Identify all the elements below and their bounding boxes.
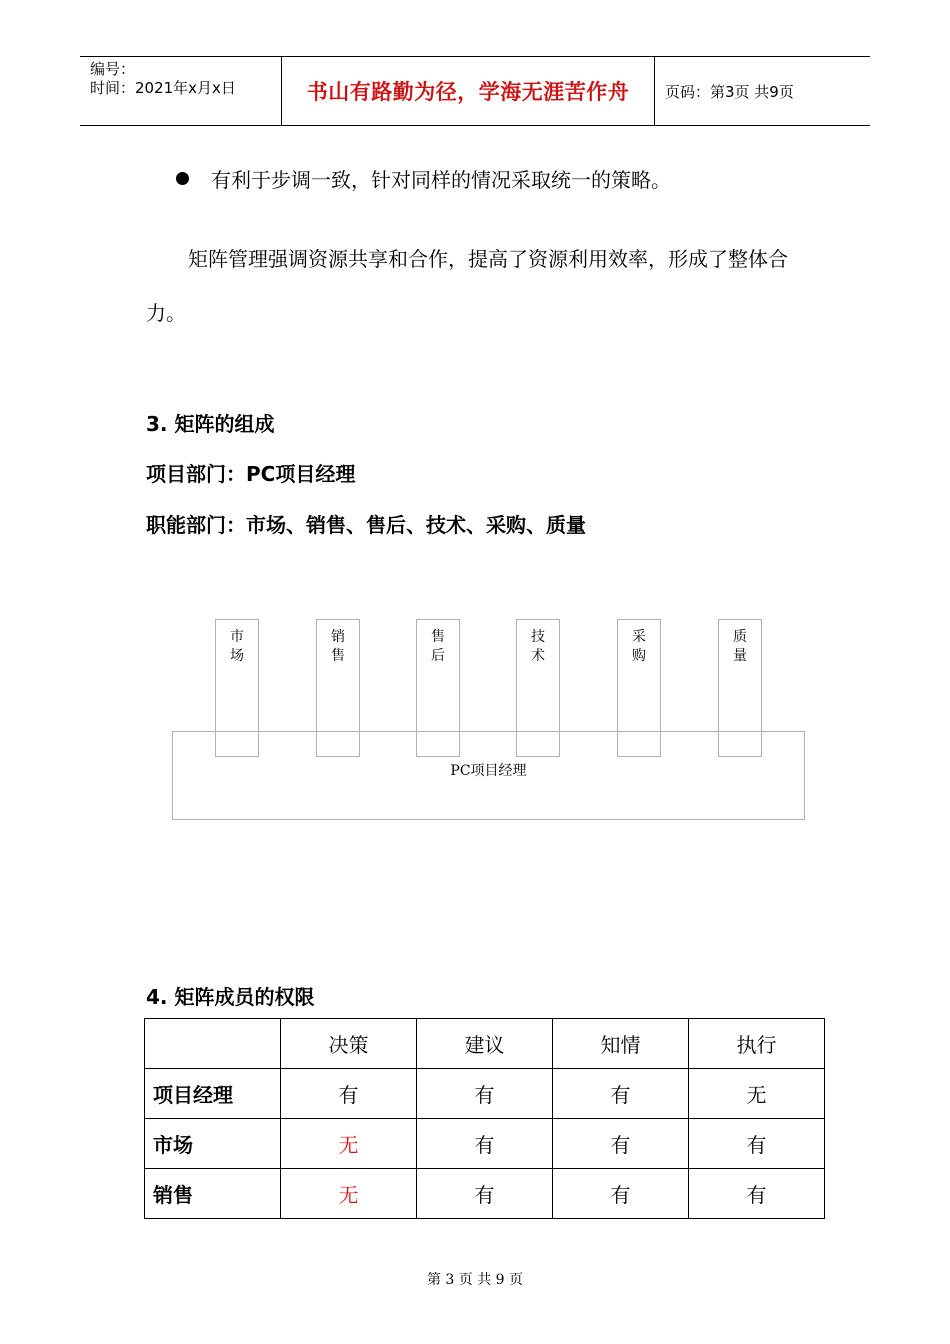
dept-label: 技术 [531,629,545,664]
dept-label: 市场 [230,629,244,664]
table-cell: 有 [417,1169,553,1219]
table-header-cell: 知情 [553,1019,689,1069]
header-meta-cell [80,57,282,125]
dept-box-market [215,619,259,757]
page-footer: 第 3 页 共 9 页 [426,1272,524,1288]
pc-manager-box [172,731,805,820]
table-cell: 有 [417,1119,553,1169]
doc-code-label: 编号： [90,60,136,78]
table-cell: 有 [689,1169,825,1219]
table-cell: 有 [553,1119,689,1169]
row-role: 项目经理 [145,1069,281,1119]
table-cell: 有 [553,1169,689,1219]
table-header-row [145,1019,825,1069]
table-cell: 无 [281,1169,417,1219]
dept-label: 售后 [431,629,445,664]
dept-box-quality [718,619,762,757]
dept-box-tech [516,619,560,757]
section-4-title: 4. 矩阵成员的权限 [146,985,315,1009]
row-role: 市场 [145,1119,281,1169]
dept-label: 采购 [632,629,646,664]
table-header-cell: 决策 [281,1019,417,1069]
table-header-cell: 建议 [417,1019,553,1069]
table-cell: 有 [281,1069,417,1119]
bullet-item [176,164,671,193]
body-paragraph: 矩阵管理强调资源共享和合作，提高了资源利用效率，形成了整体合力。 [146,247,788,325]
dept-label: 质量 [733,629,747,664]
table-cell: 有 [553,1069,689,1119]
header-motto-cell [282,57,655,125]
functional-depts-line: 职能部门：市场、销售、售后、技术、采购、质量 [146,513,586,537]
table-cell: 有 [689,1119,825,1169]
page-header [80,56,870,126]
header-page-cell [655,57,870,125]
table-row [145,1169,825,1219]
dept-box-aftersales [416,619,460,757]
project-dept-line: 项目部门：PC项目经理 [146,462,356,486]
table-cell: 有 [417,1069,553,1119]
header-page-info: 页码：第3页 共9页 [665,82,794,101]
section-3-title: 3. 矩阵的组成 [146,412,275,436]
table-header-cell [145,1019,281,1069]
table-row [145,1069,825,1119]
doc-time-label: 时间：2021年x月x日 [90,79,236,97]
table-cell: 无 [689,1069,825,1119]
dept-box-purchasing [617,619,661,757]
table-row [145,1119,825,1169]
table-header-cell: 执行 [689,1019,825,1069]
row-role: 销售 [145,1169,281,1219]
bullet-dot-icon [176,172,189,185]
dept-box-sales [316,619,360,757]
bullet-text: 有利于步调一致，针对同样的情况采取统一的策略。 [211,168,671,192]
motto-text: 书山有路勤为径，学海无涯苦作舟 [306,80,630,104]
pc-manager-label: PC项目经理 [450,763,527,779]
dept-label: 销售 [331,629,345,664]
permission-table [144,1018,825,1219]
table-cell: 无 [281,1119,417,1169]
